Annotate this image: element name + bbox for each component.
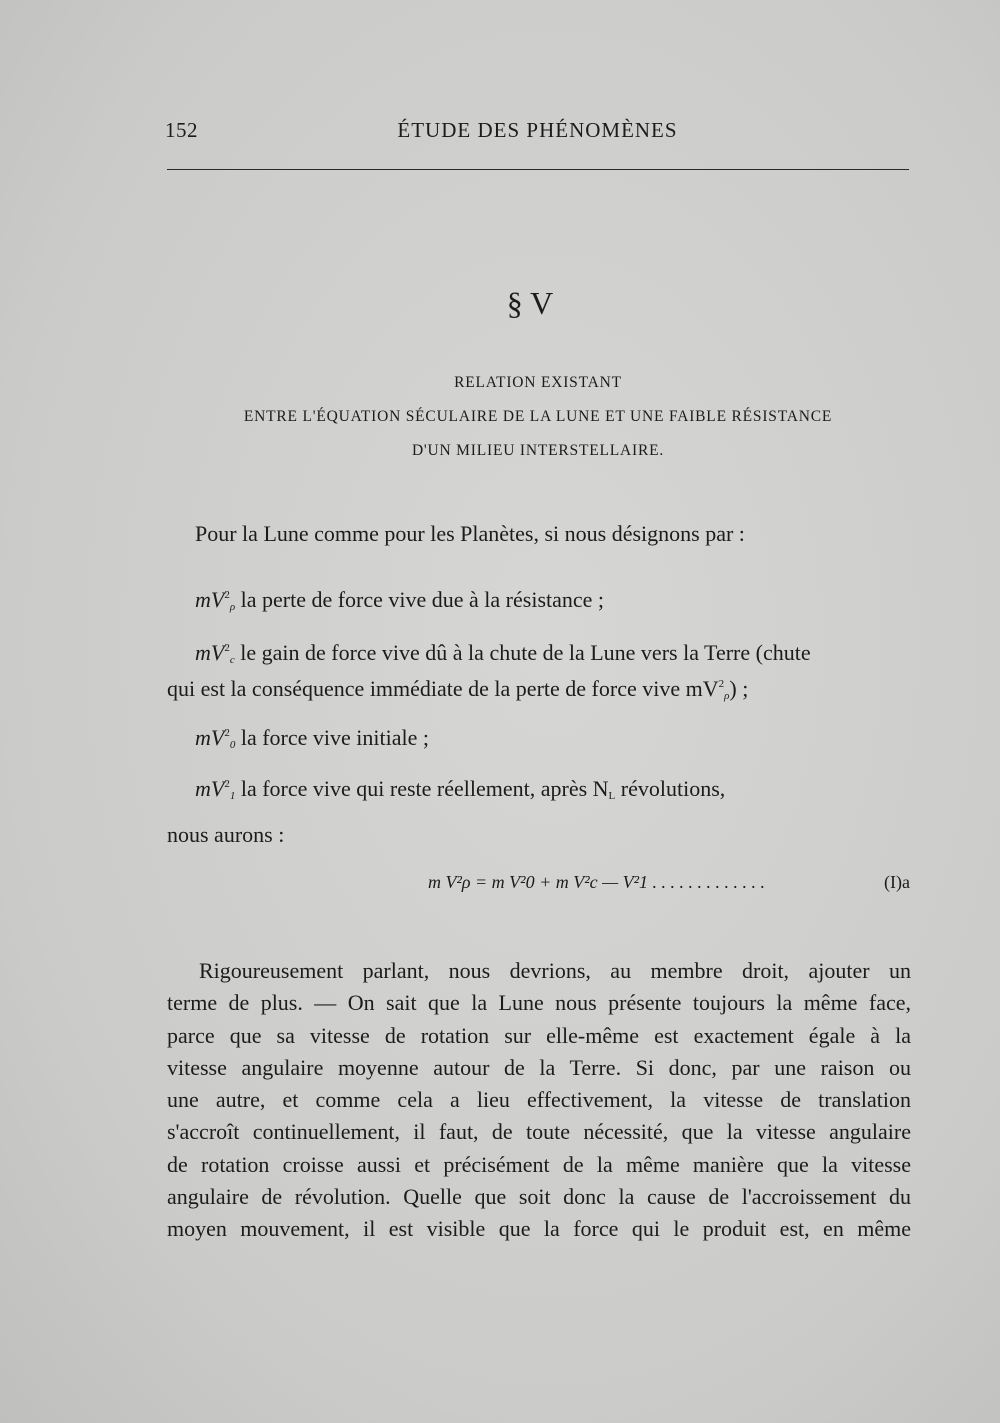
section-mark: § V [506, 285, 554, 321]
conclusion-line: nous aurons : [167, 822, 285, 847]
main-paragraph [167, 955, 911, 1246]
definition-2-continuation: qui est la conséquence immédiate de la perte de force vive $mV^2_\rho$) ; [167, 676, 749, 702]
page-number: 152 [165, 118, 198, 142]
paragraph-line: moyen mouvement, il est visible que la force qui le produit est, en même [167, 1216, 911, 1242]
paragraph-line: s'accroît continuellement, il faut, de toute nécessité, que la vitesse angulaire [167, 1119, 911, 1145]
definition-1: $mV^2_\rho$ la perte de force vive due à la résistance ; [195, 587, 605, 613]
paragraph-line: parce que sa vitesse de rotation sur elle-même est exactement égale à la [167, 1022, 911, 1048]
definition-3: $mV^2_0$ la force vive initiale ; [195, 725, 429, 751]
running-title: ÉTUDE DES PHÉNOMÈNES [397, 118, 678, 142]
paragraph-line: Rigoureusement parlant, nous devrions, au membre droit, ajouter un [199, 958, 911, 983]
section-title-line-3: D'UN MILIEU INTERSTELLAIRE. [411, 442, 665, 459]
paragraph-line: terme de plus. — On sait que la Lune nous présente toujours la même face, [167, 990, 911, 1016]
paragraph-line: de rotation croisse aussi et précisément de la même manière que la vitesse [167, 1151, 911, 1177]
definition-2: $mV^2_c$ le gain de force vive dû à la chute de la Lune vers la Terre (chute [195, 640, 811, 666]
formula-label: (I)a [884, 872, 910, 892]
section-title-line-1: RELATION EXISTANT [454, 374, 622, 391]
intro-line: Pour la Lune comme pour les Planètes, si nous désignons par : [195, 521, 745, 546]
formula-text: m V²ρ = m V²0 + m V²c — V²1 . . . . . . . . . . . . . [428, 872, 765, 892]
page-header [165, 118, 910, 152]
paragraph-line: vitesse angulaire moyenne autour de la Terre. Si donc, par une raison ou [167, 1054, 911, 1080]
formula-I-a [428, 872, 910, 893]
paragraph-line: une autre, et comme cela a lieu effectivement, la vitesse de translation [167, 1087, 911, 1113]
section-title-line-2: ENTRE L'ÉQUATION SÉCULAIRE DE LA LUNE ET UNE FAIBLE RÉSISTANCE [243, 408, 833, 425]
paragraph-line: angulaire de révolution. Quelle que soit donc la cause de l'accroissement du [167, 1184, 911, 1210]
header-rule [167, 169, 909, 170]
definition-4: $mV^2_1$ la force vive qui reste réellement, après $N_L$ révolutions, [195, 776, 726, 802]
